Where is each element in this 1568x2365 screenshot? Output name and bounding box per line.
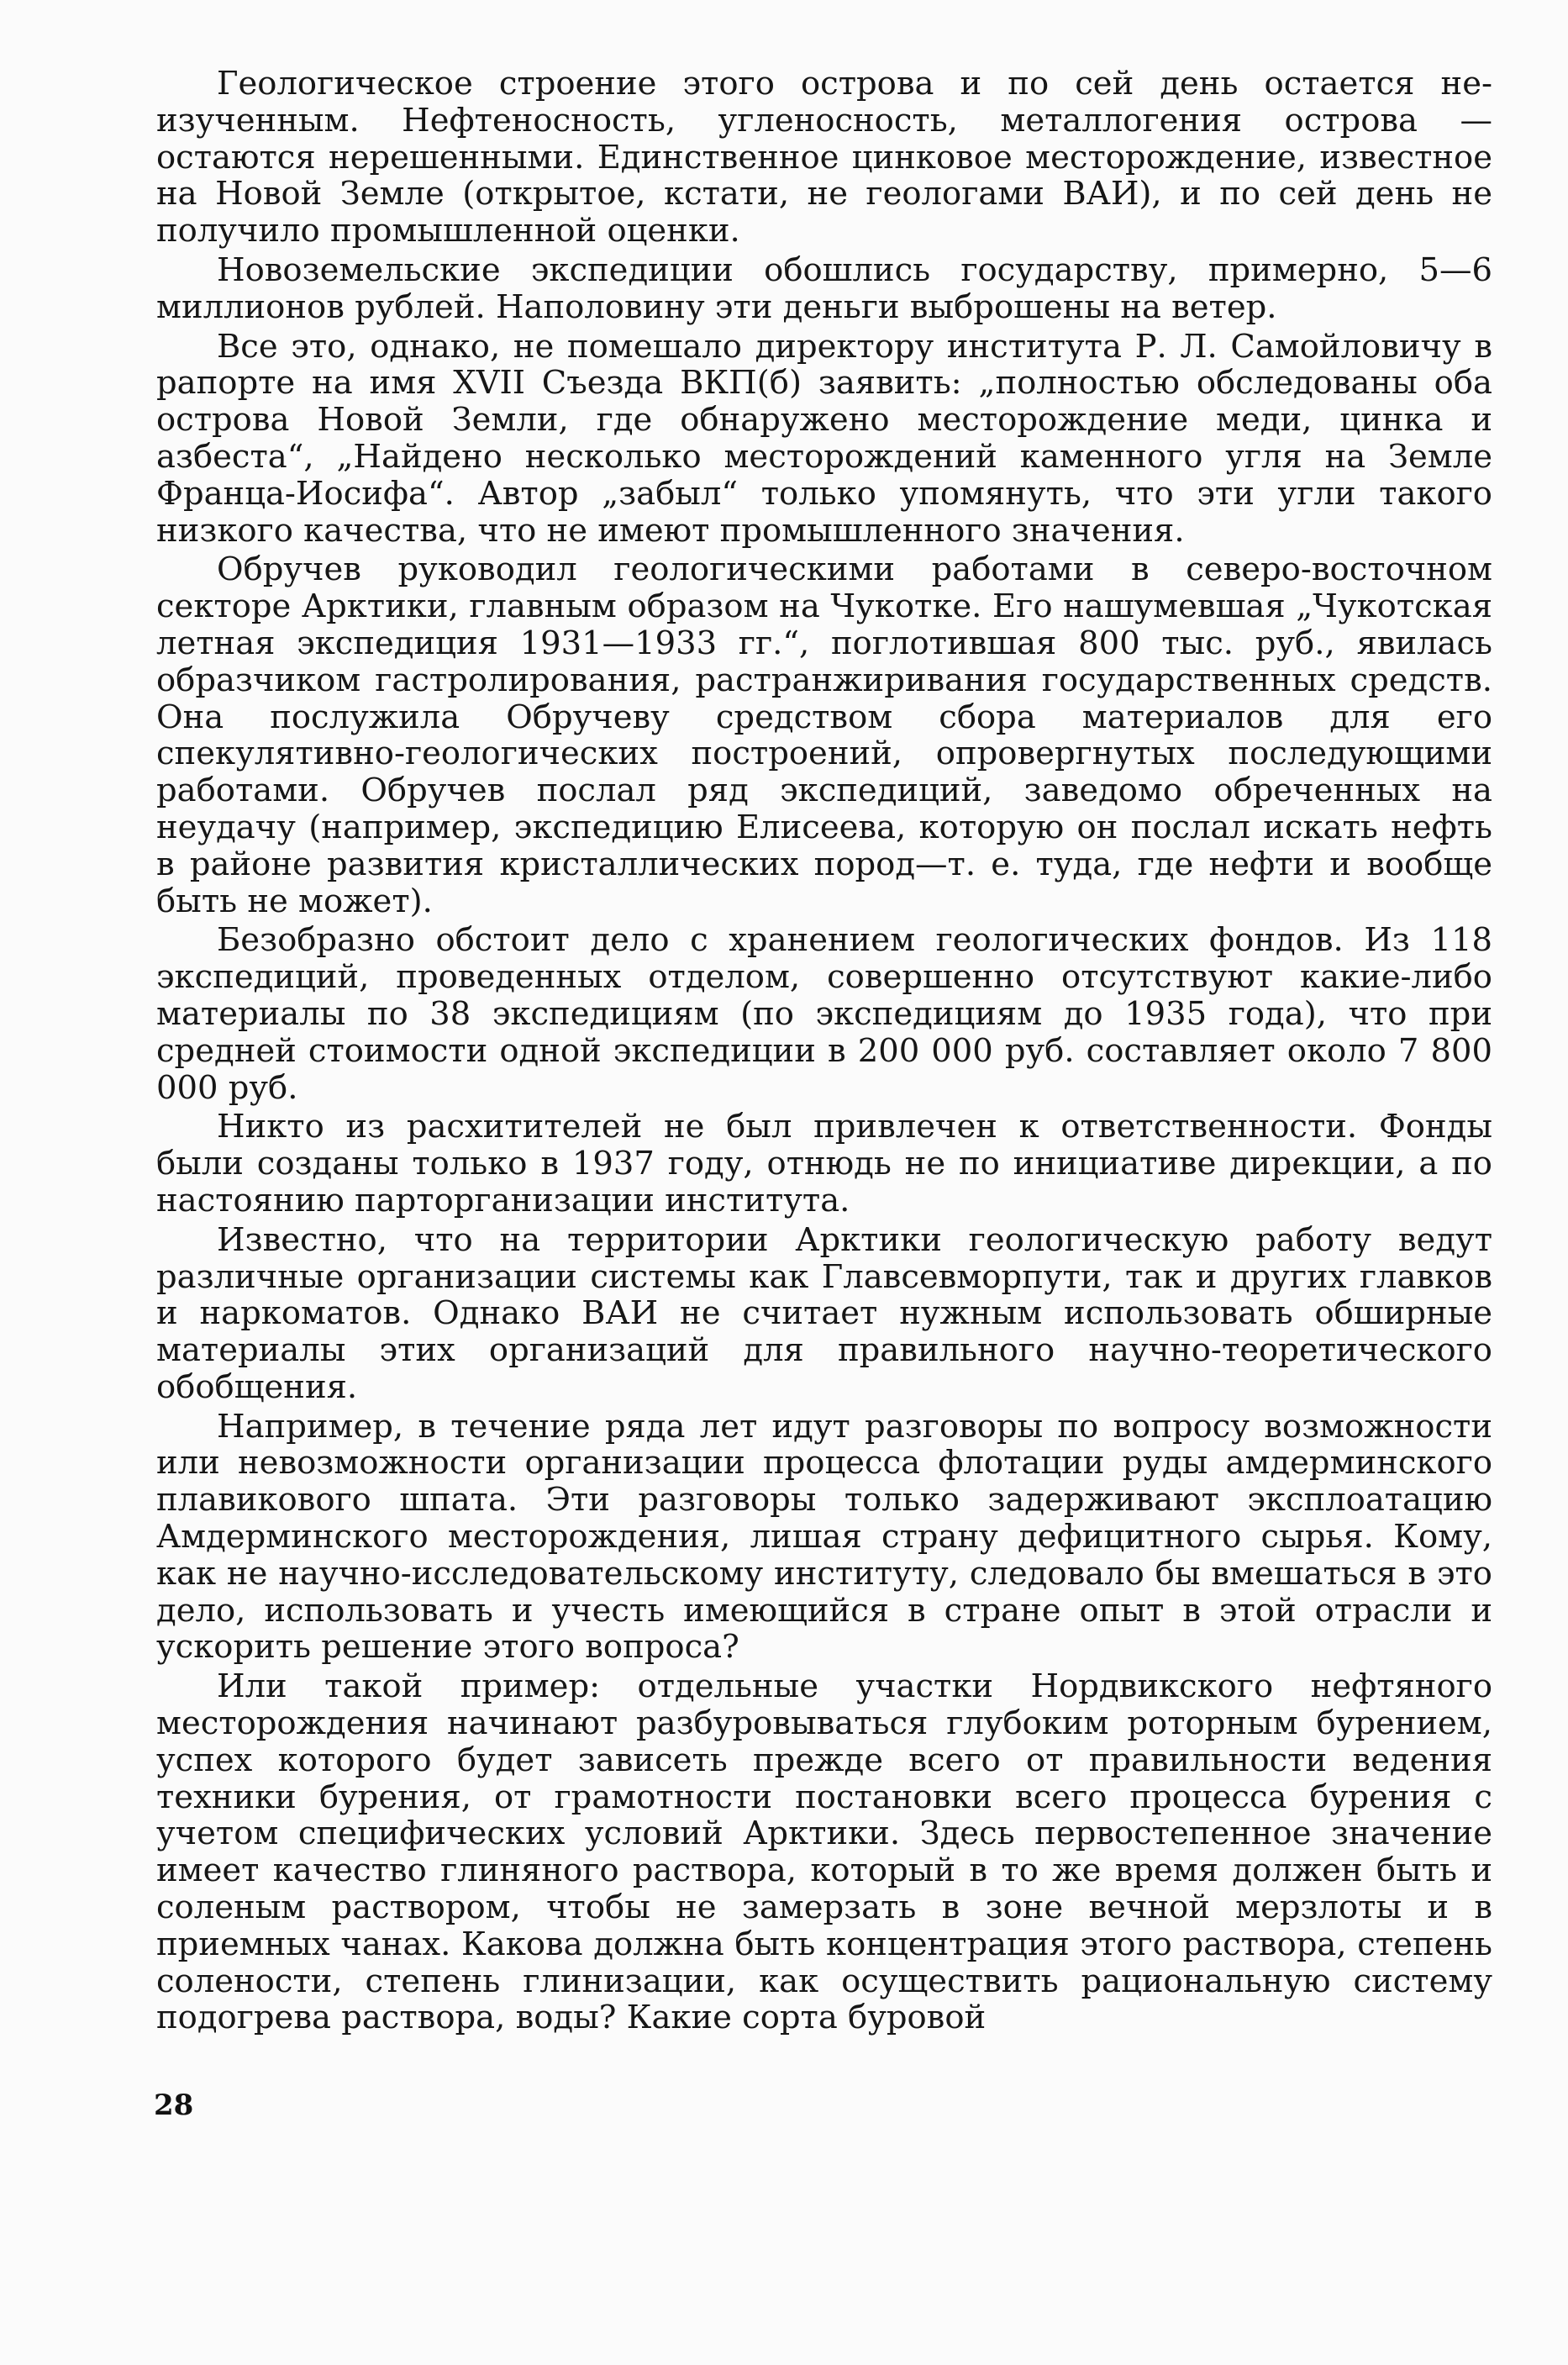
paragraph-8: Например, в течение ряда лет идут разговоры по вопросу возможности или невозможности организации процесса флотации руды амдерминского плавикового шпата. Эти разговоры только задерживают эксплоатацию Амдерминского месторождения, лишая страну дефицитного сырья. Кому, как не научно-исследовательскому институту, следовало бы вмешаться в это дело, использовать и учесть имеющийся в стране опыт в этой отрасли и ускорить решение этого вопроса? — [156, 1407, 1492, 1667]
paragraph-1: Геологическое строение этого острова и по сей день остается неизученным. Нефтеносность, угленосность, металлогения острова — остаются нерешенными. Единственное цинковое месторождение, известное на Новой Земле (открытое, кстати, не геологами ВАИ), и по сей день не получило промышленной оценки. — [156, 65, 1492, 250]
paragraph-2: Новоземельские экспедиции обошлись государству, примерно, 5—6 миллионов рублей. Наполовину эти деньги выброшены на ветер. — [156, 250, 1492, 326]
paragraph-6: Никто из расхитителей не был привлечен к ответственности. Фонды были созданы только в 1937 году, отнюдь не по инициативе дирекции, а по настоянию парторганизации института. — [156, 1108, 1492, 1219]
paragraph-9: Или такой пример: отдельные участки Нордвикского нефтяного месторождения начинают разбуровываться глубоким роторным бурением, успех которого будет зависеть прежде всего от правильности ведения техники бурения, от грамотности постановки всего процесса бурения с учетом специфических условий Арктики. Здесь первостепенное значение имеет качество глиняного раствора, который в то же время должен быть и соленым раствором, чтобы не замерзать в зоне вечной мерзлоты и в приемных чанах. Какова должна быть концентрация этого раствора, степень солености, степень глинизации, как осуществить рациональную систему подогрева раствора, воды? Какие сорта буровой — [156, 1667, 1492, 2037]
paragraph-7: Известно, что на территории Арктики геологическую работу ведут различные организации системы как Главсевморпути, так и других главков и наркоматов. Однако ВАИ не считает нужным использовать обширные материалы этих организаций для правильного научно-теоретического обобщения. — [156, 1220, 1492, 1406]
paragraph-5: Безобразно обстоит дело с хранением геологических фондов. Из 118 экспедиций, проведенных отделом, совершенно отсутствуют какие-либо материалы по 38 экспедициям (по экспедициям до 1935 года), что при средней стоимости одной экспедиции в 200 000 руб. составляет около 7 800 000 руб. — [156, 921, 1492, 1107]
paragraph-4: Обручев руководил геологическими работами в северо-восточном секторе Арктики, главным образом на Чукотке. Его нашумевшая „Чукотская летная экспедиция 1931—1933 гг.“, поглотившая 800 тыс. руб., явилась образчиком гастролирования, растранжиривания государственных средств. Она послужила Обручеву средством сбора материалов для его спекулятивно-геологических построений, опровергнутых последующими работами. Обручев послал ряд экспедиций, заведомо обреченных на неудачу (например, экспедицию Елисеева, которую он послал искать нефть в районе развития кристаллических пород—т. е. туда, где нефти и вообще быть не может). — [156, 550, 1492, 920]
body-text — [156, 66, 1492, 2039]
page-number: 28 — [154, 2088, 194, 2122]
paragraph-3: Все это, однако, не помешало директору института Р. Л. Самойловичу в рапорте на имя XVII Съезда ВКП(б) заявить: „полностью обследованы оба острова Новой Земли, где обнаружено месторождение меди, цинка и азбеста“, „Найдено несколько месторождений каменного угля на Земле Франца-Иосифа“. Автор „забыл“ только упомянуть, что эти угли такого низкого качества, что не имеют промышленного значения. — [156, 327, 1492, 550]
